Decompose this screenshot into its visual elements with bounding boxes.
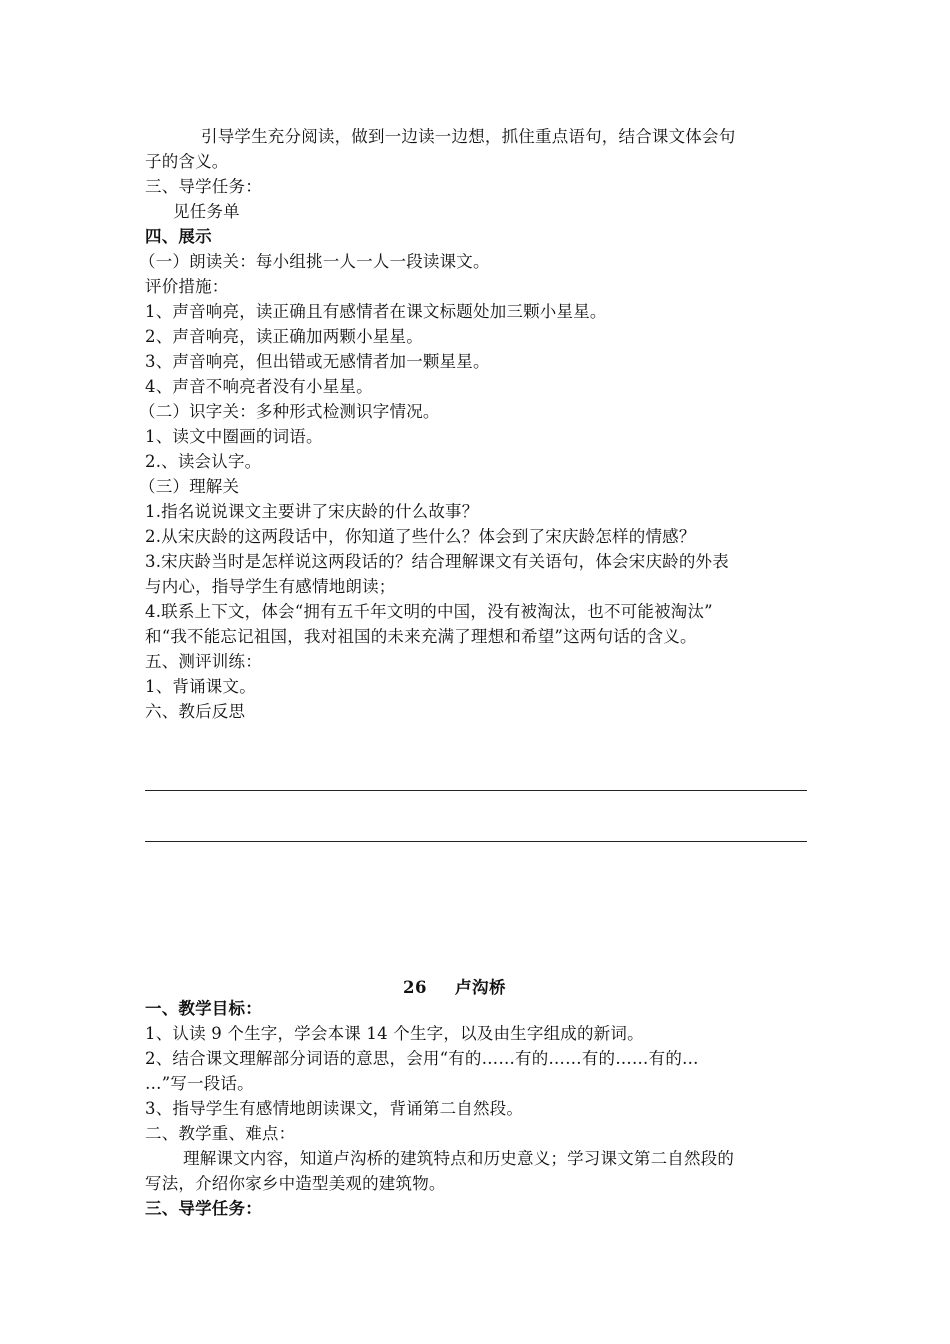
- list-item: 和“我不能忘记祖国，我对祖国的未来充满了理想和希望”这两句话的含义。: [145, 627, 697, 646]
- list-item: 4、声音不响亮者没有小星星。: [145, 377, 373, 396]
- list-item: 4.联系上下文，体会“拥有五千年文明的中国，没有被淘汰，也不可能被淘汰”: [145, 602, 713, 621]
- paragraph-line: 理解课文内容，知道卢沟桥的建筑特点和历史意义；学习课文第二自然段的: [183, 1149, 735, 1168]
- section-heading: 四、展示: [145, 227, 212, 246]
- list-item: 2、结合课文理解部分词语的意思，会用“有的……有的……有的……有的…: [145, 1049, 699, 1068]
- list-item: 与内心，指导学生有感情地朗读；: [145, 577, 396, 596]
- list-item: …”写一段话。: [145, 1074, 254, 1093]
- lesson-number: 26: [403, 978, 427, 997]
- section-heading: 五、测评训练：: [145, 652, 262, 671]
- paragraph-line: 子的含义。: [145, 152, 229, 171]
- list-item: 3、声音响亮，但出错或无感情者加一颗星星。: [145, 352, 490, 371]
- section-heading: 三、导学任务：: [145, 1199, 262, 1218]
- section-heading: 一、教学目标：: [145, 999, 262, 1018]
- sub-heading: （二）识字关：多种形式检测识字情况。: [139, 402, 440, 421]
- lesson-title: [403, 974, 506, 998]
- list-item: 2.、读会认字。: [145, 452, 262, 471]
- paragraph-line: 见任务单: [173, 202, 240, 221]
- list-item: 3.宋庆龄当时是怎样说这两段话的？结合理解课文有关语句，体会宋庆龄的外表: [145, 552, 729, 571]
- paragraph-line: 写法，介绍你家乡中造型美观的建筑物。: [145, 1174, 446, 1193]
- list-item: 1、背诵课文。: [145, 677, 256, 696]
- section-heading: 六、教后反思: [145, 702, 246, 721]
- paragraph-line: 引导学生充分阅读，做到一边读一边想，抓住重点语句，结合课文体会句: [201, 127, 736, 146]
- list-item: 2、声音响亮，读正确加两颗小星星。: [145, 327, 423, 346]
- lesson-name: 卢沟桥: [454, 978, 506, 997]
- sub-heading: （三）理解关: [139, 477, 240, 496]
- list-item: 3、指导学生有感情地朗读课文，背诵第二自然段。: [145, 1099, 524, 1118]
- label: 评价措施：: [145, 277, 229, 296]
- list-item: 2.从宋庆龄的这两段话中，你知道了些什么？体会到了宋庆龄怎样的情感？: [145, 527, 696, 546]
- blank-line: [145, 841, 807, 842]
- list-item: 1、读文中圈画的词语。: [145, 427, 323, 446]
- list-item: 1.指名说说课文主要讲了宋庆龄的什么故事？: [145, 502, 479, 521]
- section-heading: 二、教学重、难点：: [145, 1124, 296, 1143]
- blank-line: [145, 790, 807, 791]
- section-heading: 三、导学任务：: [145, 177, 262, 196]
- list-item: 1、声音响亮，读正确且有感情者在课文标题处加三颗小星星。: [145, 302, 607, 321]
- list-item: 1、认读 9 个生字，学会本课 14 个生字，以及由生字组成的新词。: [145, 1024, 644, 1043]
- sub-heading: （一）朗读关：每小组挑一人一人一段读课文。: [139, 252, 490, 271]
